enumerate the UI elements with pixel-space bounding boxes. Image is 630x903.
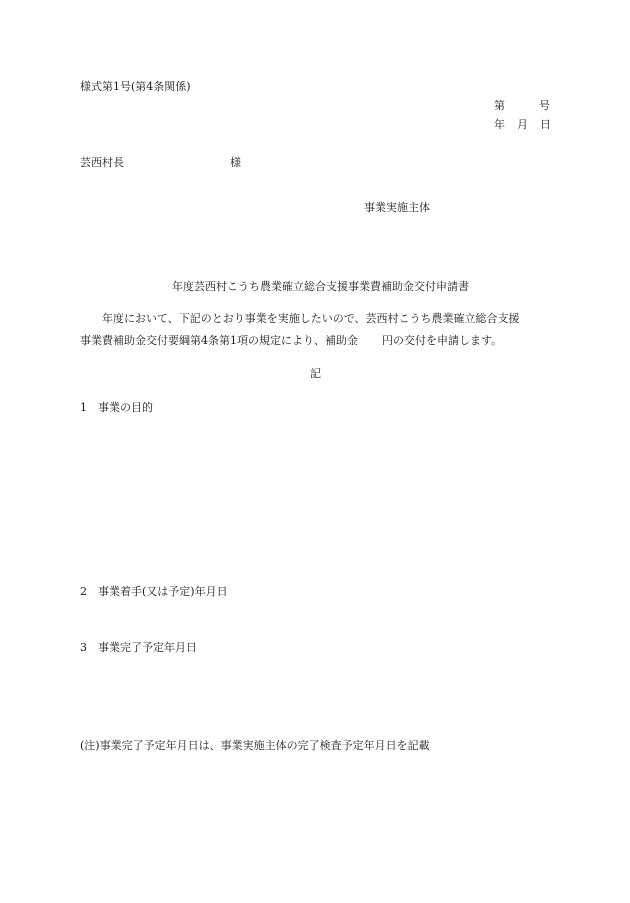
ki-heading: 記 [310, 367, 321, 380]
date-day: 日 [540, 118, 551, 131]
item-label: 事業の目的 [98, 401, 153, 414]
item-number: 3 [80, 641, 87, 654]
addressee-honorific: 様 [230, 156, 241, 169]
item-purpose [80, 401, 153, 415]
item-number: 2 [80, 585, 87, 598]
applicant-label: 事業実施主体 [364, 201, 430, 214]
body-paragraph [80, 308, 520, 352]
item-completion-date [80, 641, 197, 655]
item-start-date [80, 585, 228, 599]
doc-number-dai: 第 [494, 99, 505, 112]
note: (注)事業完了予定年月日は、事業実施主体の完了検査予定年月日を記載 [80, 739, 430, 752]
item-label: 事業完了予定年月日 [98, 641, 197, 654]
form-label: 様式第1号(第4条関係) [80, 80, 191, 93]
item-number: 1 [80, 401, 87, 414]
body-line-2: 事業費補助金交付要綱第4条第1項の規定により、補助金 円の交付を申請します。 [80, 334, 503, 347]
document-title: 年度芸西村こうち農業確立総合支援事業費補助金交付申請書 [172, 280, 469, 293]
date-month: 月 [517, 118, 528, 131]
doc-number-go: 号 [539, 99, 550, 112]
date-year: 年 [494, 118, 505, 131]
item-label: 事業着手(又は予定)年月日 [98, 585, 228, 598]
body-line-1: 年度において、下記のとおり事業を実施したいので、芸西村こうち農業確立総合支援 [102, 312, 520, 325]
document-number [494, 99, 550, 113]
date-line [494, 118, 551, 132]
addressee [80, 156, 241, 170]
addressee-name: 芸西村長 [80, 156, 124, 169]
